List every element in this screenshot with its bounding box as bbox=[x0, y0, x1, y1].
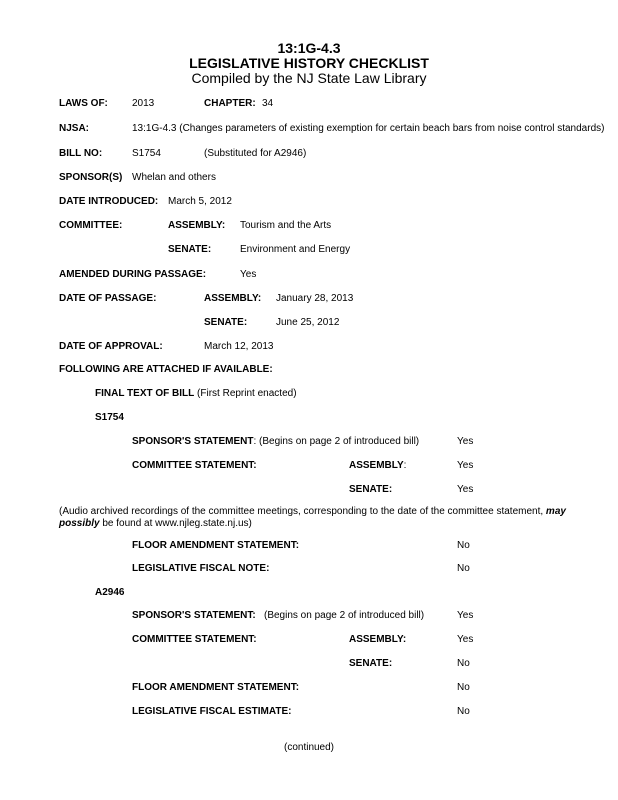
laws-of-value: 2013 bbox=[132, 98, 155, 109]
chapter-value: 34 bbox=[262, 98, 274, 109]
a2946-sponsor-statement-note: (Begins on page 2 of introduced bill) bbox=[264, 610, 425, 621]
committee-assembly-value: Tourism and the Arts bbox=[240, 220, 332, 231]
a2946-fiscal-estimate-value: No bbox=[457, 706, 470, 717]
s1754-sponsor-statement-value: Yes bbox=[457, 436, 474, 447]
a2946-committee-senate-value: No bbox=[457, 658, 470, 669]
s1754-fiscal-note-label: LEGISLATIVE FISCAL NOTE: bbox=[132, 563, 270, 574]
committee-assembly-label: ASSEMBLY: bbox=[168, 220, 226, 231]
njsa-label: NJSA: bbox=[59, 123, 90, 134]
a2946-committee-assembly-label: ASSEMBLY: bbox=[349, 634, 407, 645]
s1754-fiscal-note-value: No bbox=[457, 563, 470, 574]
final-text-note: (First Reprint enacted) bbox=[194, 388, 297, 399]
page-title: LEGISLATIVE HISTORY CHECKLIST bbox=[189, 55, 429, 71]
s1754-committee-assembly-label: ASSEMBLY bbox=[349, 460, 404, 471]
a2946-floor-amendment-label: FLOOR AMENDMENT STATEMENT: bbox=[132, 682, 300, 693]
a2946-committee-statement-label: COMMITTEE STATEMENT: bbox=[132, 634, 257, 645]
s1754-sponsor-statement-line bbox=[132, 436, 419, 448]
passage-senate-value: June 25, 2012 bbox=[276, 317, 340, 328]
committee-label: COMMITTEE: bbox=[59, 220, 123, 231]
bill-no-value: S1754 bbox=[132, 148, 161, 159]
audio-note-part2: be found at www.njleg.state.nj.us) bbox=[99, 518, 252, 529]
continued-footer: (continued) bbox=[283, 742, 335, 753]
date-of-approval-label: DATE OF APPROVAL: bbox=[59, 341, 163, 352]
final-text-line bbox=[95, 388, 297, 400]
a2946-committee-senate-label: SENATE: bbox=[349, 658, 393, 669]
passage-senate-label: SENATE: bbox=[204, 317, 248, 328]
s1754-committee-senate-value: Yes bbox=[457, 484, 474, 495]
s1754-heading: S1754 bbox=[95, 412, 124, 423]
s1754-floor-amendment-value: No bbox=[457, 540, 470, 551]
passage-assembly-value: January 28, 2013 bbox=[276, 293, 354, 304]
a2946-fiscal-estimate-label: LEGISLATIVE FISCAL ESTIMATE: bbox=[132, 706, 292, 717]
date-introduced-label: DATE INTRODUCED: bbox=[59, 196, 159, 207]
date-introduced-value: March 5, 2012 bbox=[168, 196, 232, 207]
audio-note-emphasis: may possibly bbox=[59, 506, 566, 529]
a2946-sponsor-statement-label: SPONSOR'S STATEMENT: bbox=[132, 610, 256, 621]
final-text-label: FINAL TEXT OF BILL bbox=[95, 388, 195, 399]
laws-of-label: LAWS OF: bbox=[59, 98, 108, 109]
date-of-approval-value: March 12, 2013 bbox=[204, 341, 274, 352]
s1754-committee-assembly-value: Yes bbox=[457, 460, 474, 471]
s1754-sponsor-statement-note: : (Begins on page 2 of introduced bill) bbox=[253, 436, 420, 447]
audio-archive-note bbox=[59, 506, 604, 530]
sponsors-value: Whelan and others bbox=[132, 172, 216, 183]
bill-substituted-note: (Substituted for A2946) bbox=[204, 148, 307, 159]
amended-label: AMENDED DURING PASSAGE: bbox=[59, 269, 207, 280]
a2946-heading: A2946 bbox=[95, 587, 125, 598]
a2946-committee-assembly-value: Yes bbox=[457, 634, 474, 645]
audio-note-part1: (Audio archived recordings of the committee meetings, corresponding to the date of the committee statement, bbox=[59, 506, 546, 517]
s1754-floor-amendment-label: FLOOR AMENDMENT STATEMENT: bbox=[132, 540, 300, 551]
s1754-sponsor-statement-label: SPONSOR'S STATEMENT bbox=[132, 436, 254, 447]
s1754-committee-assembly-line bbox=[349, 460, 406, 472]
page-subtitle: Compiled by the NJ State Law Library bbox=[191, 70, 427, 86]
date-of-passage-label: DATE OF PASSAGE: bbox=[59, 293, 157, 304]
s1754-committee-senate-label: SENATE: bbox=[349, 484, 393, 495]
committee-senate-value: Environment and Energy bbox=[240, 244, 351, 255]
sponsors-label: SPONSOR(S) bbox=[59, 172, 123, 183]
passage-assembly-label: ASSEMBLY: bbox=[204, 293, 262, 304]
a2946-floor-amendment-value: No bbox=[457, 682, 470, 693]
a2946-sponsor-statement-value: Yes bbox=[457, 610, 474, 621]
amended-value: Yes bbox=[240, 269, 257, 280]
s1754-committee-statement-label: COMMITTEE STATEMENT: bbox=[132, 460, 257, 471]
attached-heading: FOLLOWING ARE ATTACHED IF AVAILABLE: bbox=[59, 364, 273, 375]
bill-no-label: BILL NO: bbox=[59, 148, 103, 159]
njsa-value: 13:1G-4.3 (Changes parameters of existing exemption for certain beach bars from noise control standards) bbox=[132, 123, 605, 134]
statute-code: 13:1G-4.3 bbox=[277, 40, 341, 56]
s1754-committee-assembly-colon: : bbox=[403, 460, 407, 471]
chapter-label: CHAPTER: bbox=[204, 98, 256, 109]
committee-senate-label: SENATE: bbox=[168, 244, 212, 255]
